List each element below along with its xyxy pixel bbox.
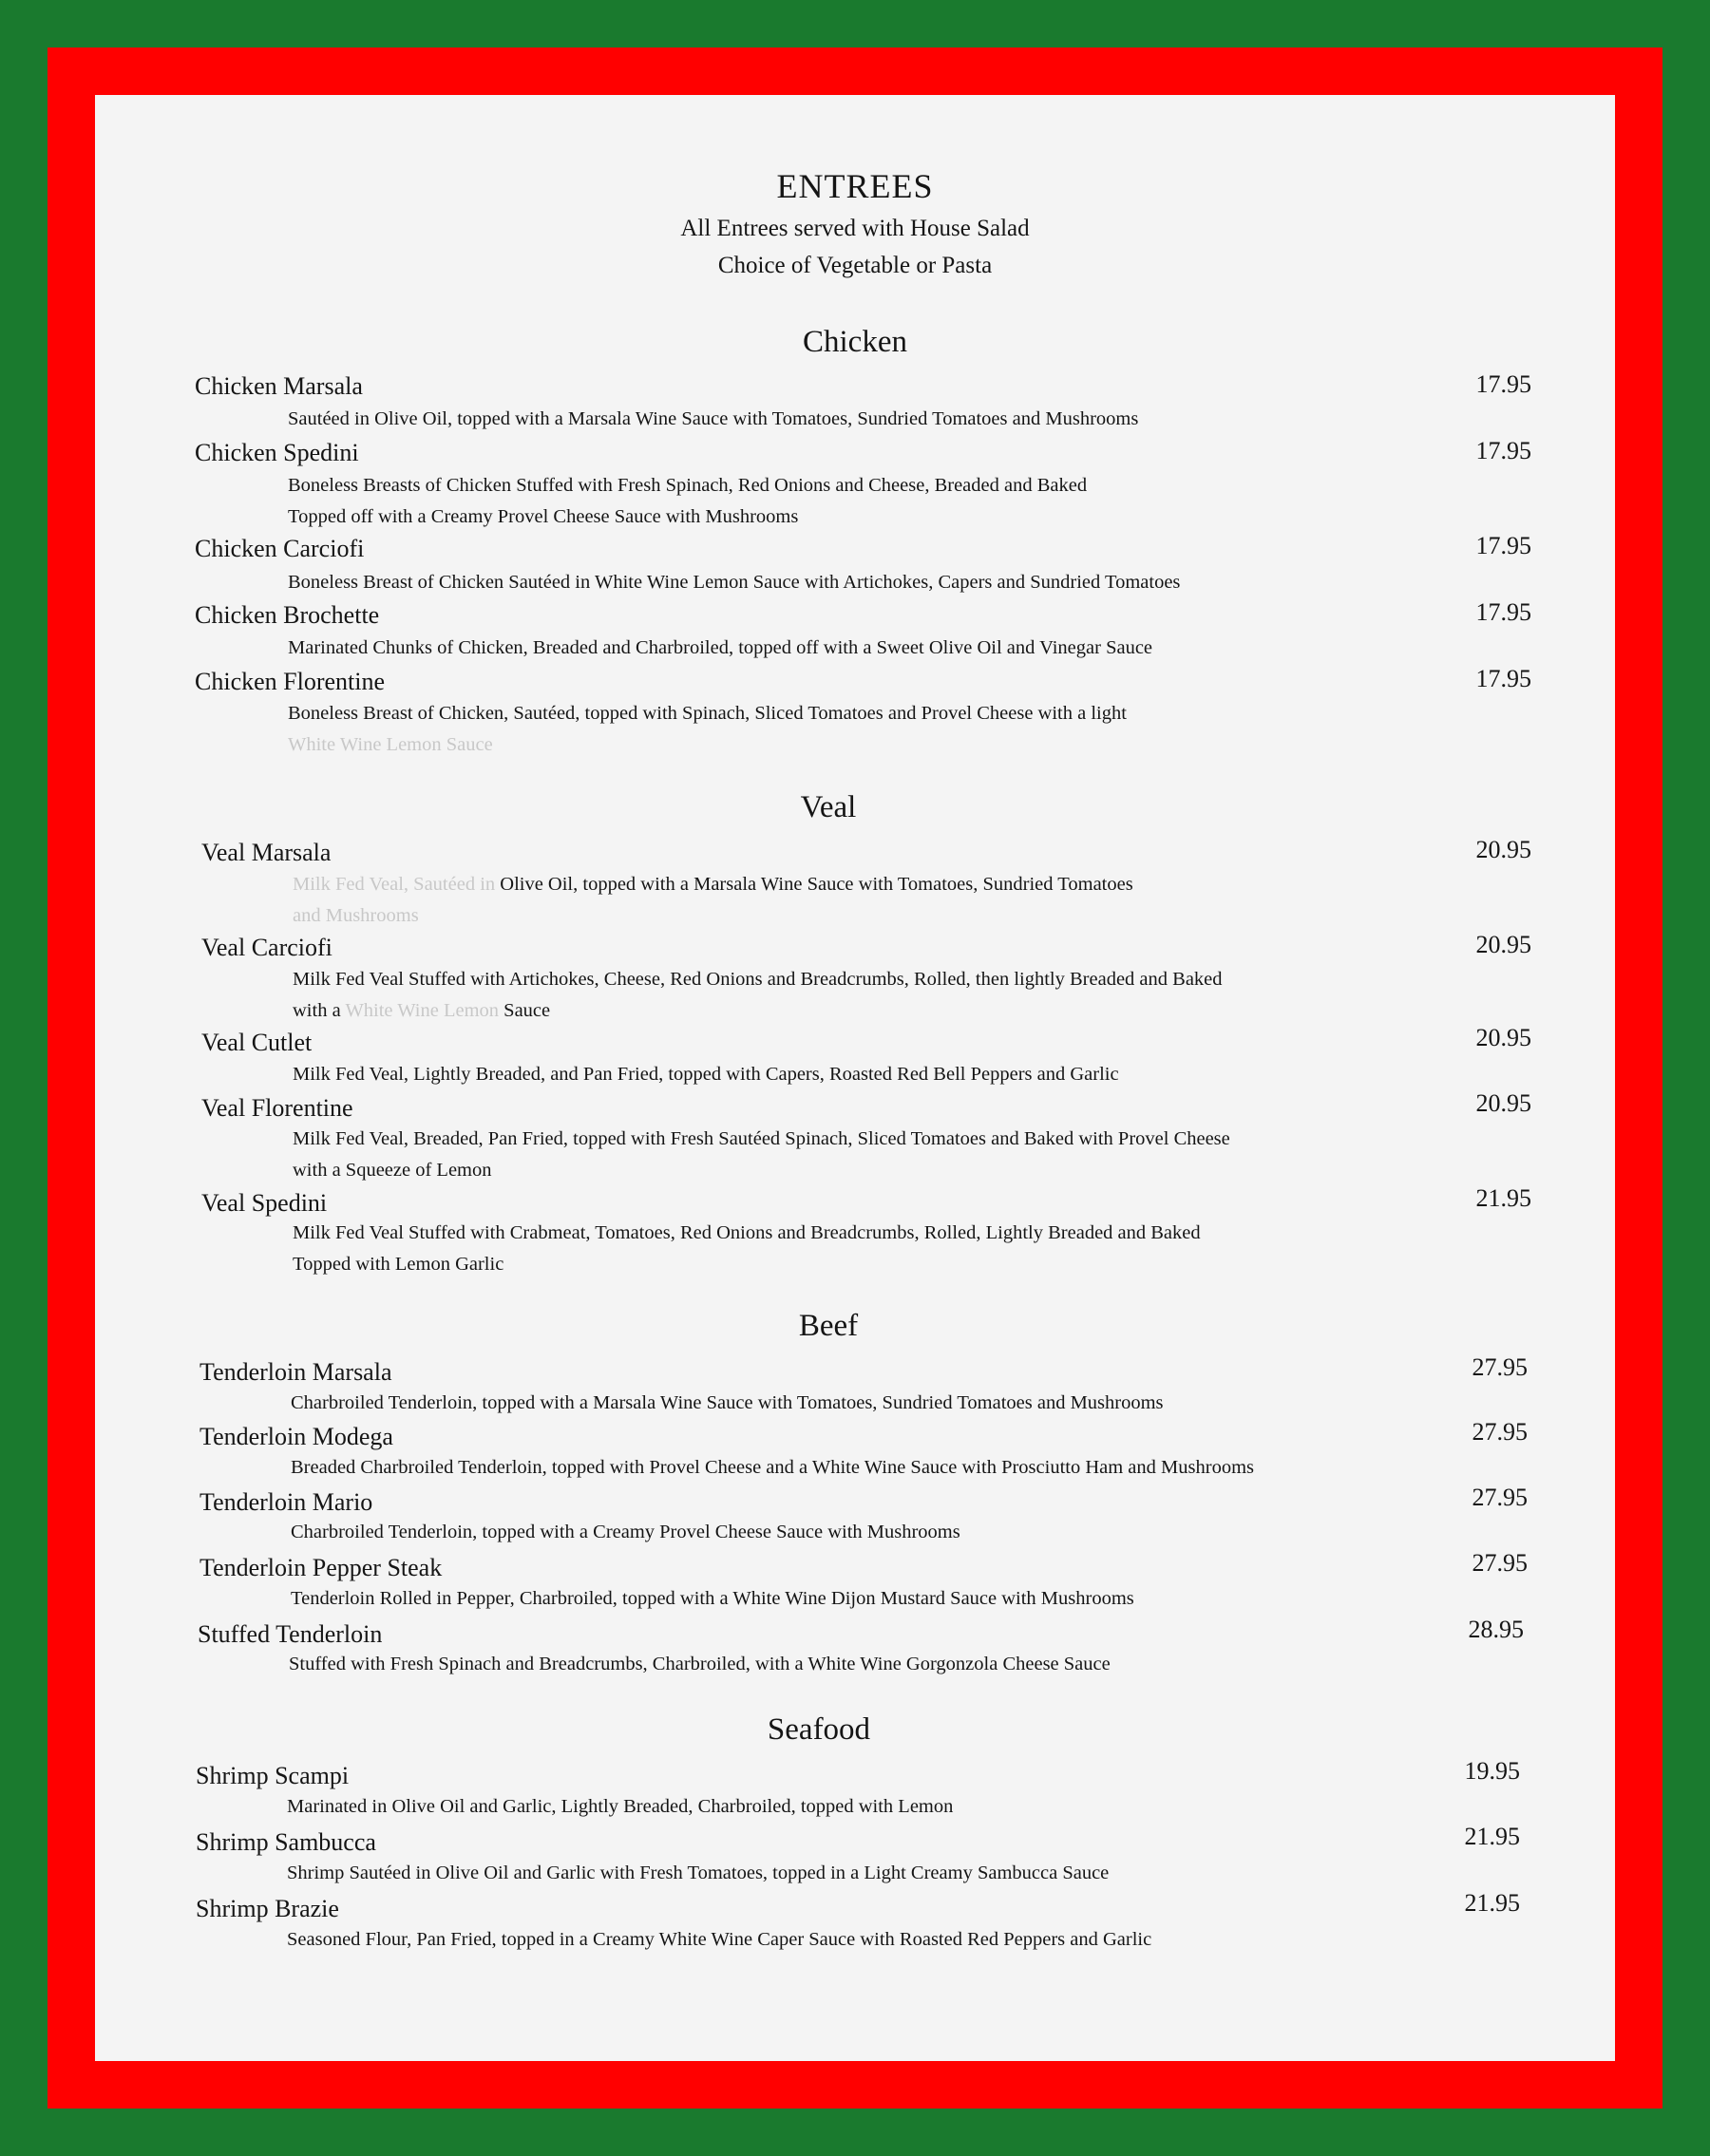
section-heading-seafood: Seafood xyxy=(767,1712,871,1747)
item-desc-chicken-florentine: Boneless Breast of Chicken, Sautéed, topped with Spinach, Sliced Tomatoes and Provel Cheese with a light xyxy=(288,703,1127,724)
item-desc-veal-spedini: Milk Fed Veal Stuffed with Crabmeat, Tomatoes, Red Onions and Breadcrumbs, Rolled, Lightly Breaded and Baked xyxy=(293,1222,1201,1243)
item-desc-veal-carciofi-line2-b: Sauce xyxy=(504,1000,551,1021)
item-desc-tenderloin-marsala: Charbroiled Tenderloin, topped with a Marsala Wine Sauce with Tomatoes, Sundried Tomatoes and Mushrooms xyxy=(291,1392,1164,1413)
item-desc-veal-carciofi-line2-faded: White Wine Lemon xyxy=(345,1000,500,1021)
item-name-shrimp-sambucca: Shrimp Sambucca xyxy=(196,1828,376,1856)
item-price-stuffed-tenderloin: 28.95 xyxy=(1468,1616,1524,1643)
item-desc-veal-carciofi: Milk Fed Veal Stuffed with Artichokes, Cheese, Red Onions and Breadcrumbs, Rolled, then lightly Breaded and Baked xyxy=(293,969,1223,990)
item-desc-chicken-spedini: Boneless Breasts of Chicken Stuffed with Fresh Spinach, Red Onions and Cheese, Breaded and Baked xyxy=(288,475,1088,496)
item-price-shrimp-sambucca: 21.95 xyxy=(1464,1823,1520,1850)
item-name-veal-carciofi: Veal Carciofi xyxy=(201,934,332,961)
section-heading-beef: Beef xyxy=(798,1309,859,1343)
item-price-chicken-florentine: 17.95 xyxy=(1475,665,1531,692)
item-price-shrimp-scampi: 19.95 xyxy=(1464,1757,1520,1785)
item-price-tenderloin-modega: 27.95 xyxy=(1472,1418,1528,1446)
item-name-veal-cutlet: Veal Cutlet xyxy=(201,1029,313,1056)
item-desc-veal-cutlet: Milk Fed Veal, Lightly Breaded, and Pan Fried, topped with Capers, Roasted Red Bell Peppers and Garlic xyxy=(293,1064,1119,1085)
item-desc-veal-marsala-line2: and Mushrooms xyxy=(293,905,419,926)
item-desc-tenderloin-mario: Charbroiled Tenderloin, topped with a Creamy Provel Cheese Sauce with Mushrooms xyxy=(291,1522,960,1542)
item-desc-chicken-carciofi: Boneless Breast of Chicken Sautéed in White Wine Lemon Sauce with Artichokes, Capers and Sundried Tomatoes xyxy=(288,572,1181,593)
menu-page xyxy=(95,95,1615,2061)
item-name-chicken-carciofi: Chicken Carciofi xyxy=(195,535,365,562)
item-price-veal-florentine: 20.95 xyxy=(1475,1089,1531,1117)
item-desc-shrimp-scampi: Marinated in Olive Oil and Garlic, Lightly Breaded, Charbroiled, topped with Lemon xyxy=(287,1796,954,1817)
section-heading-chicken: Chicken xyxy=(803,325,907,359)
item-desc-shrimp-sambucca: Shrimp Sautéed in Olive Oil and Garlic with Fresh Tomatoes, topped in a Light Creamy Sambucca Sauce xyxy=(287,1863,1110,1883)
item-name-tenderloin-marsala: Tenderloin Marsala xyxy=(200,1358,392,1386)
item-price-veal-spedini: 21.95 xyxy=(1475,1184,1531,1212)
item-desc-chicken-florentine-line2: White Wine Lemon Sauce xyxy=(288,734,493,755)
item-desc-chicken-marsala: Sautéed in Olive Oil, topped with a Marsala Wine Sauce with Tomatoes, Sundried Tomatoes and Mushrooms xyxy=(288,408,1139,429)
item-desc-veal-marsala xyxy=(293,874,1133,896)
item-desc-veal-carciofi-line2 xyxy=(293,1000,550,1022)
item-name-veal-marsala: Veal Marsala xyxy=(201,839,332,866)
item-name-shrimp-brazie: Shrimp Brazie xyxy=(196,1895,339,1922)
item-price-chicken-carciofi: 17.95 xyxy=(1475,532,1531,559)
item-desc-veal-spedini-line2: Topped with Lemon Garlic xyxy=(293,1254,504,1275)
item-desc-veal-carciofi-line2-a: with a xyxy=(293,1000,341,1021)
item-name-chicken-florentine: Chicken Florentine xyxy=(195,668,386,695)
menu-title: ENTREES xyxy=(776,167,934,205)
item-name-tenderloin-mario: Tenderloin Mario xyxy=(200,1488,373,1516)
item-name-veal-florentine: Veal Florentine xyxy=(201,1094,353,1122)
item-price-chicken-marsala: 17.95 xyxy=(1475,370,1531,398)
item-name-tenderloin-modega: Tenderloin Modega xyxy=(200,1423,393,1450)
item-price-tenderloin-pepper-steak: 27.95 xyxy=(1472,1549,1528,1577)
item-desc-chicken-brochette: Marinated Chunks of Chicken, Breaded and Charbroiled, topped off with a Sweet Olive Oil and Vinegar Sauce xyxy=(288,637,1153,658)
menu-subtitle-salad: All Entrees served with House Salad xyxy=(680,216,1030,241)
item-desc-tenderloin-pepper-steak: Tenderloin Rolled in Pepper, Charbroiled, topped with a White Wine Dijon Mustard Sauce with Mushrooms xyxy=(291,1588,1134,1609)
item-name-stuffed-tenderloin: Stuffed Tenderloin xyxy=(198,1620,383,1648)
item-desc-veal-florentine-line2: with a Squeeze of Lemon xyxy=(293,1160,492,1181)
item-price-shrimp-brazie: 21.95 xyxy=(1464,1889,1520,1917)
section-heading-veal: Veal xyxy=(800,790,857,824)
item-price-veal-marsala: 20.95 xyxy=(1475,836,1531,863)
item-price-veal-cutlet: 20.95 xyxy=(1475,1024,1531,1051)
item-desc-shrimp-brazie: Seasoned Flour, Pan Fried, topped in a Creamy White Wine Caper Sauce with Roasted Red Peppers and Garlic xyxy=(287,1929,1152,1950)
item-name-tenderloin-pepper-steak: Tenderloin Pepper Steak xyxy=(200,1554,443,1581)
item-name-chicken-marsala: Chicken Marsala xyxy=(195,372,363,400)
item-desc-veal-marsala-text: Olive Oil, topped with a Marsala Wine Sauce with Tomatoes, Sundried Tomatoes xyxy=(500,874,1133,895)
item-desc-veal-florentine: Milk Fed Veal, Breaded, Pan Fried, topped with Fresh Sautéed Spinach, Sliced Tomatoes and Baked with Provel Cheese xyxy=(293,1128,1230,1149)
item-price-tenderloin-marsala: 27.95 xyxy=(1472,1353,1528,1381)
item-price-veal-carciofi: 20.95 xyxy=(1475,931,1531,958)
item-name-veal-spedini: Veal Spedini xyxy=(201,1189,328,1217)
item-desc-tenderloin-modega: Breaded Charbroiled Tenderloin, topped with Provel Cheese and a White Wine Sauce with Prosciutto Ham and Mushrooms xyxy=(291,1457,1254,1478)
menu-subtitle-sides: Choice of Vegetable or Pasta xyxy=(717,253,993,278)
item-name-shrimp-scampi: Shrimp Scampi xyxy=(196,1762,350,1789)
item-name-chicken-spedini: Chicken Spedini xyxy=(195,439,359,466)
item-desc-chicken-spedini-line2: Topped off with a Creamy Provel Cheese Sauce with Mushrooms xyxy=(288,506,799,527)
item-price-chicken-brochette: 17.95 xyxy=(1475,598,1531,626)
item-desc-veal-marsala-faded: Milk Fed Veal, Sautéed in xyxy=(293,874,496,895)
item-price-chicken-spedini: 17.95 xyxy=(1475,437,1531,464)
item-price-tenderloin-mario: 27.95 xyxy=(1472,1484,1528,1511)
item-desc-stuffed-tenderloin: Stuffed with Fresh Spinach and Breadcrumbs, Charbroiled, with a White Wine Gorgonzola Cheese Sauce xyxy=(289,1654,1111,1674)
item-name-chicken-brochette: Chicken Brochette xyxy=(195,601,380,629)
